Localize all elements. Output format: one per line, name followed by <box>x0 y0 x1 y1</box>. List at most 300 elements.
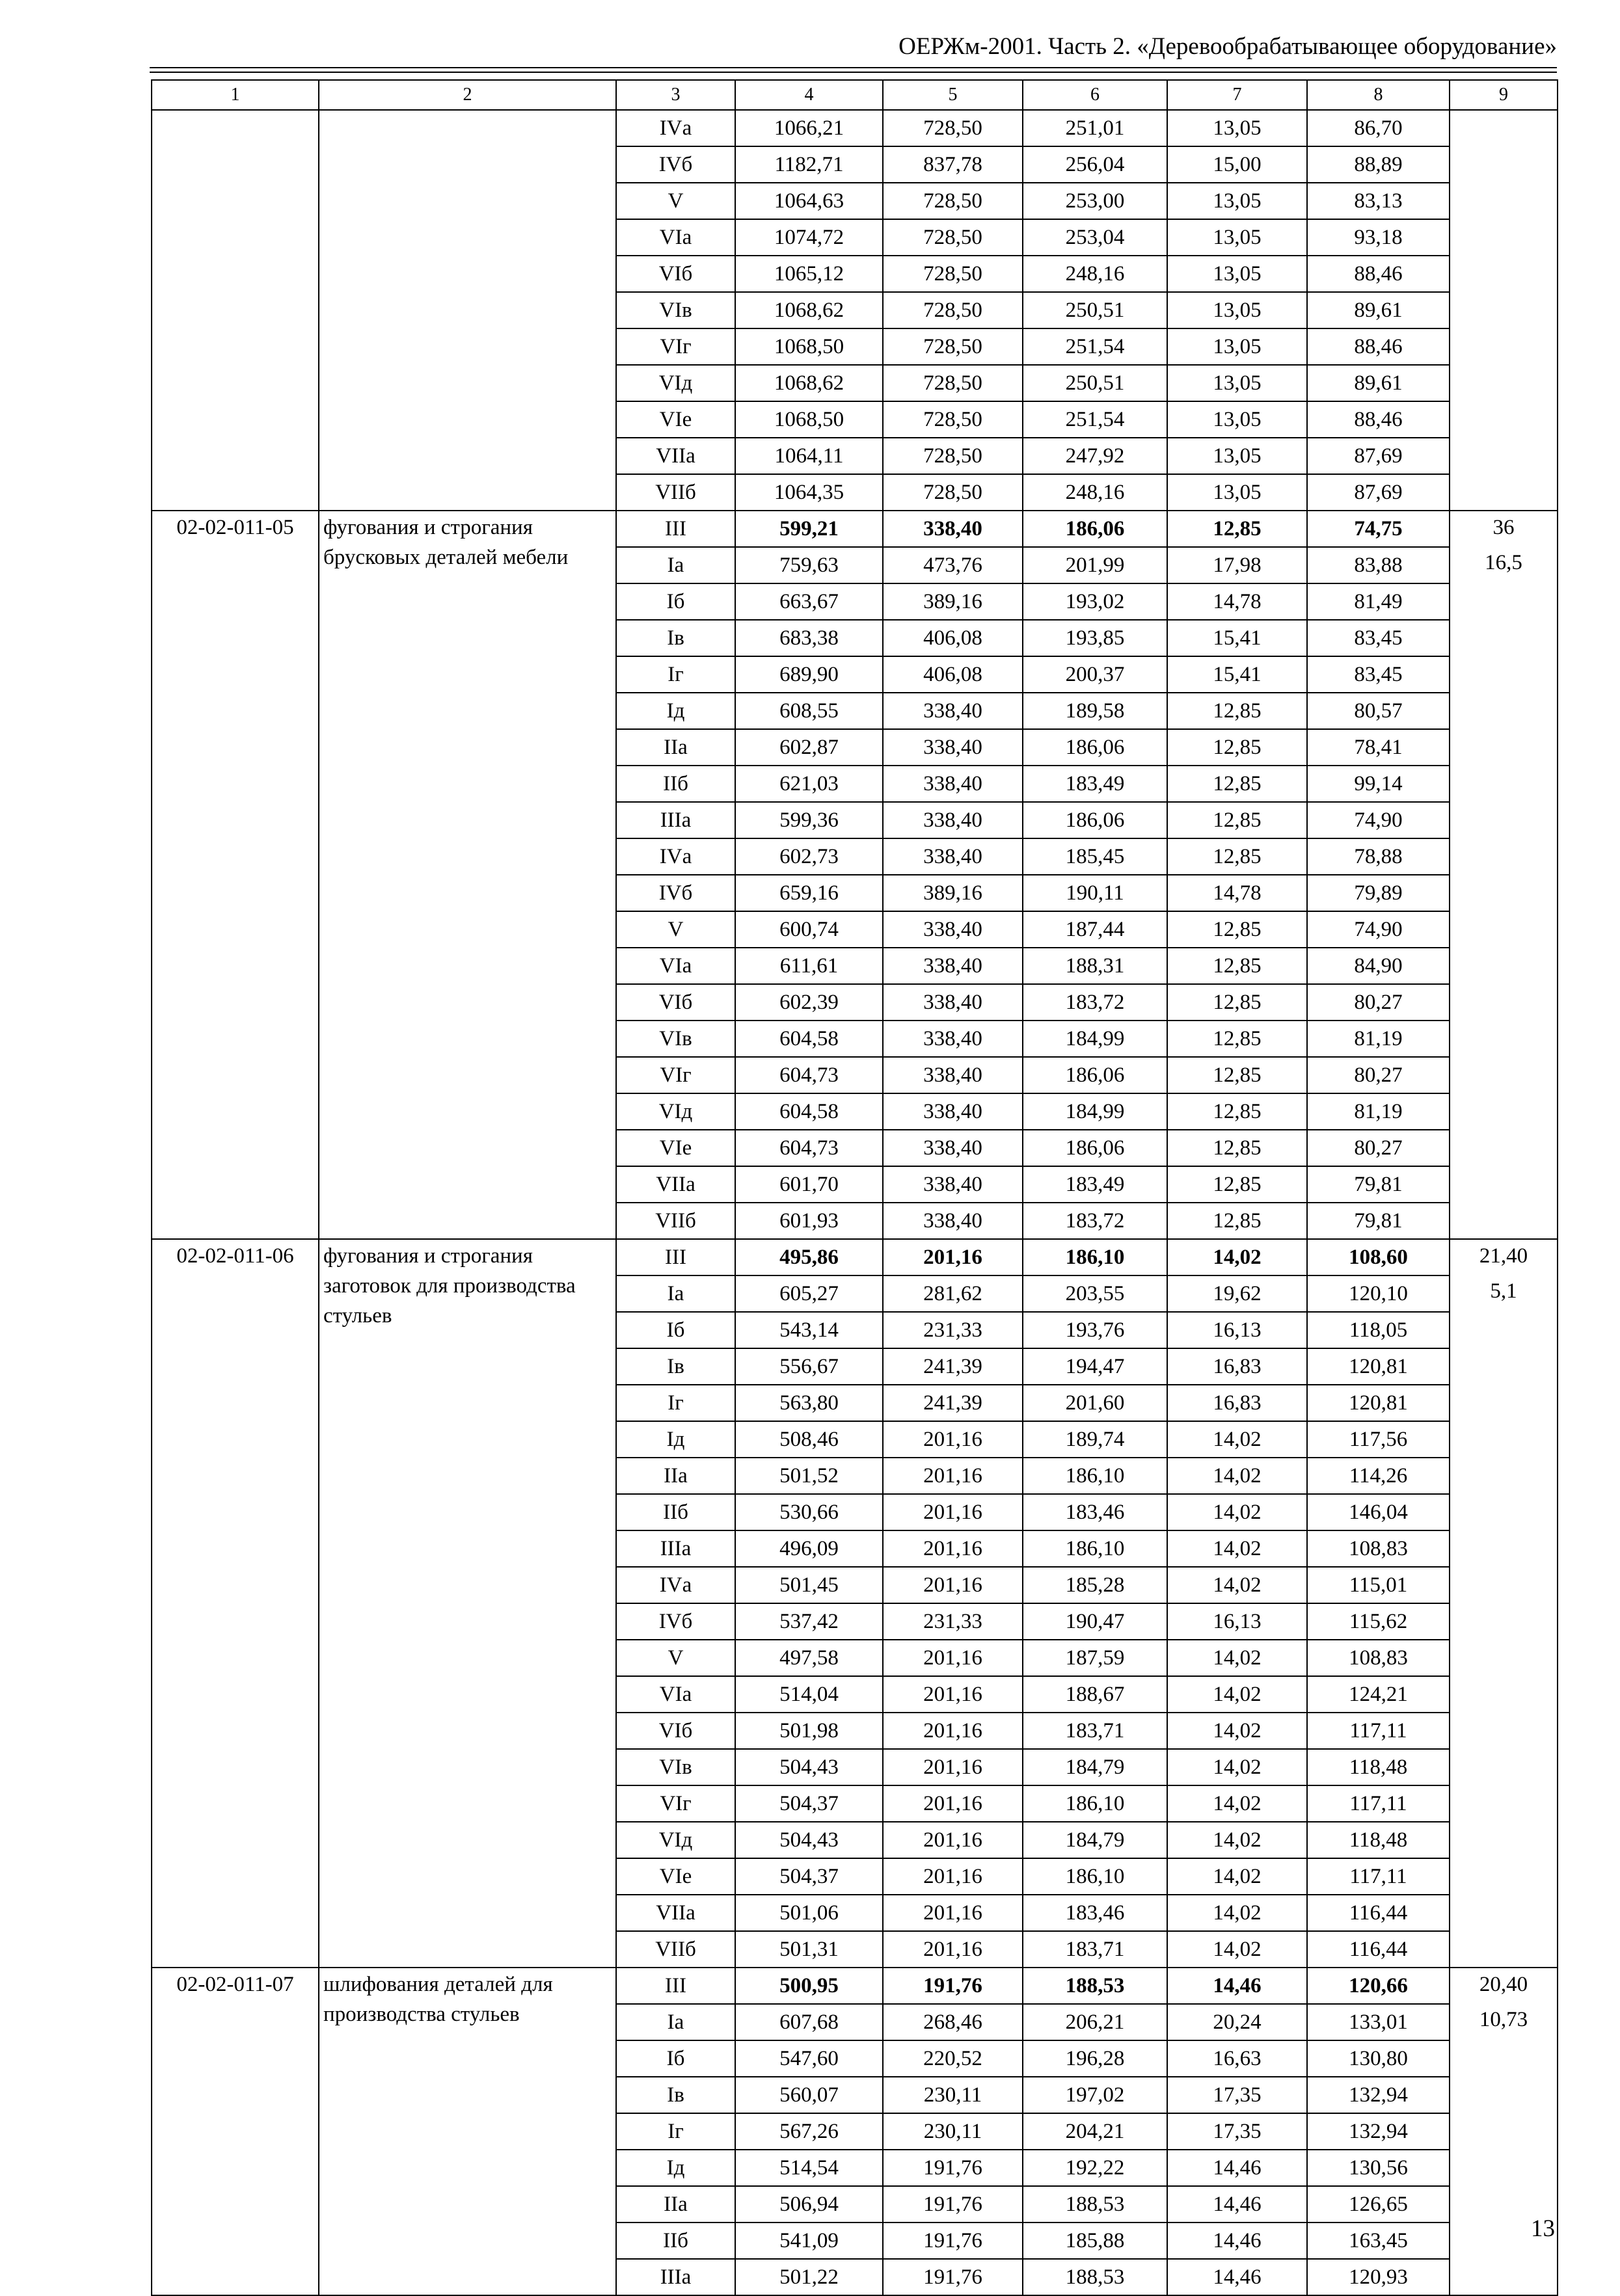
value-cell: 120,93 <box>1307 2259 1450 2295</box>
value-cell: 108,60 <box>1307 1239 1450 1275</box>
value-cell: 126,65 <box>1307 2186 1450 2223</box>
value-cell: 81,49 <box>1307 583 1450 620</box>
value-cell: 14,02 <box>1167 1713 1307 1749</box>
value-cell: 183,49 <box>1023 1166 1167 1203</box>
value-cell: 185,88 <box>1023 2223 1167 2259</box>
extra-values-cell <box>1450 511 1558 1239</box>
value-cell: 14,02 <box>1167 1676 1307 1713</box>
value-cell: 604,73 <box>735 1057 883 1093</box>
value-cell: 79,81 <box>1307 1203 1450 1239</box>
value-cell: 184,79 <box>1023 1822 1167 1858</box>
value-cell: 132,94 <box>1307 2077 1450 2113</box>
value-cell: 133,01 <box>1307 2004 1450 2040</box>
value-cell: 201,16 <box>883 1785 1023 1822</box>
value-cell: 601,70 <box>735 1166 883 1203</box>
value-cell: 268,46 <box>883 2004 1023 2040</box>
value-cell: 201,16 <box>883 1676 1023 1713</box>
value-cell: 88,46 <box>1307 256 1450 292</box>
value-cell: 501,45 <box>735 1567 883 1603</box>
value-cell: 728,50 <box>883 219 1023 256</box>
value-cell: 114,26 <box>1307 1458 1450 1494</box>
zone-cell: IIб <box>616 1494 735 1530</box>
value-cell: 13,05 <box>1167 365 1307 401</box>
value-cell: 12,85 <box>1167 1021 1307 1057</box>
value-cell: 514,04 <box>735 1676 883 1713</box>
value-cell: 506,94 <box>735 2186 883 2223</box>
value-cell: 118,48 <box>1307 1749 1450 1785</box>
column-number: 1 <box>152 80 319 110</box>
value-cell: 501,22 <box>735 2259 883 2295</box>
value-cell: 120,81 <box>1307 1385 1450 1421</box>
zone-cell: IIа <box>616 1458 735 1494</box>
zone-cell: III <box>616 511 735 547</box>
value-cell: 14,46 <box>1167 2223 1307 2259</box>
value-cell: 186,06 <box>1023 802 1167 838</box>
value-cell: 728,50 <box>883 256 1023 292</box>
value-cell: 187,59 <box>1023 1640 1167 1676</box>
value-cell: 12,85 <box>1167 1203 1307 1239</box>
resource-description <box>319 110 616 511</box>
price-table <box>151 79 1558 2296</box>
column-number: 5 <box>883 80 1023 110</box>
table-row <box>152 110 1558 146</box>
value-cell: 184,99 <box>1023 1093 1167 1130</box>
value-cell: 193,85 <box>1023 620 1167 656</box>
value-cell: 201,99 <box>1023 547 1167 583</box>
zone-cell: VIIб <box>616 474 735 511</box>
value-cell: 201,16 <box>883 1858 1023 1895</box>
extra-values-cell <box>1450 1239 1558 1968</box>
zone-cell: IVа <box>616 1567 735 1603</box>
value-cell: 146,04 <box>1307 1494 1450 1530</box>
value-cell: 183,71 <box>1023 1931 1167 1968</box>
zone-cell: VIб <box>616 984 735 1021</box>
value-cell: 12,85 <box>1167 511 1307 547</box>
value-cell: 13,05 <box>1167 328 1307 365</box>
value-cell: 14,02 <box>1167 1785 1307 1822</box>
value-cell: 188,53 <box>1023 2259 1167 2295</box>
value-cell: 338,40 <box>883 1203 1023 1239</box>
value-cell: 117,11 <box>1307 1858 1450 1895</box>
zone-cell: IIб <box>616 2223 735 2259</box>
value-cell: 338,40 <box>883 1166 1023 1203</box>
value-cell: 501,98 <box>735 1713 883 1749</box>
value-cell: 1068,50 <box>735 401 883 438</box>
zone-cell: Iд <box>616 693 735 729</box>
value-cell: 186,06 <box>1023 729 1167 766</box>
value-cell: 17,35 <box>1167 2113 1307 2150</box>
value-cell: 186,06 <box>1023 1130 1167 1166</box>
value-cell: 81,19 <box>1307 1021 1450 1057</box>
zone-cell: Iг <box>616 1385 735 1421</box>
value-cell: 197,02 <box>1023 2077 1167 2113</box>
value-cell: 186,06 <box>1023 1057 1167 1093</box>
value-cell: 201,16 <box>883 1458 1023 1494</box>
zone-cell: IIIа <box>616 2259 735 2295</box>
value-cell: 201,16 <box>883 1421 1023 1458</box>
value-cell: 759,63 <box>735 547 883 583</box>
value-cell: 117,11 <box>1307 1713 1450 1749</box>
value-cell: 1068,62 <box>735 365 883 401</box>
value-cell: 19,62 <box>1167 1275 1307 1312</box>
value-cell: 250,51 <box>1023 292 1167 328</box>
value-cell: 116,44 <box>1307 1895 1450 1931</box>
value-cell: 189,58 <box>1023 693 1167 729</box>
value-cell: 186,10 <box>1023 1530 1167 1567</box>
value-cell: 497,58 <box>735 1640 883 1676</box>
value-cell: 196,28 <box>1023 2040 1167 2077</box>
value-cell: 15,41 <box>1167 620 1307 656</box>
zone-cell: VIг <box>616 328 735 365</box>
value-cell: 89,61 <box>1307 365 1450 401</box>
value-cell: 728,50 <box>883 401 1023 438</box>
value-cell: 13,05 <box>1167 292 1307 328</box>
value-cell: 186,10 <box>1023 1458 1167 1494</box>
value-cell: 621,03 <box>735 766 883 802</box>
value-cell: 338,40 <box>883 1021 1023 1057</box>
value-cell: 200,37 <box>1023 656 1167 693</box>
value-cell: 13,05 <box>1167 219 1307 256</box>
value-cell: 132,94 <box>1307 2113 1450 2150</box>
value-cell: 508,46 <box>735 1421 883 1458</box>
value-cell: 80,27 <box>1307 984 1450 1021</box>
value-cell: 220,52 <box>883 2040 1023 2077</box>
value-cell: 537,42 <box>735 1603 883 1640</box>
value-cell: 1066,21 <box>735 110 883 146</box>
value-cell: 83,88 <box>1307 547 1450 583</box>
zone-cell: IVа <box>616 838 735 875</box>
value-cell: 83,13 <box>1307 183 1450 219</box>
zone-cell: Iб <box>616 583 735 620</box>
zone-cell: VIб <box>616 1713 735 1749</box>
value-cell: 201,16 <box>883 1895 1023 1931</box>
value-cell: 14,02 <box>1167 1567 1307 1603</box>
value-cell: 78,88 <box>1307 838 1450 875</box>
value-cell: 201,16 <box>883 1640 1023 1676</box>
zone-cell: VIе <box>616 1130 735 1166</box>
header-rule <box>150 67 1557 68</box>
value-cell: 183,46 <box>1023 1494 1167 1530</box>
value-cell: 74,90 <box>1307 911 1450 948</box>
value-cell: 188,67 <box>1023 1676 1167 1713</box>
value-cell: 118,05 <box>1307 1312 1450 1348</box>
value-cell: 120,10 <box>1307 1275 1450 1312</box>
value-cell: 108,83 <box>1307 1640 1450 1676</box>
value-cell: 14,02 <box>1167 1494 1307 1530</box>
value-cell: 253,00 <box>1023 183 1167 219</box>
value-cell: 602,87 <box>735 729 883 766</box>
value-cell: 201,16 <box>883 1713 1023 1749</box>
value-cell: 194,47 <box>1023 1348 1167 1385</box>
value-cell: 338,40 <box>883 1057 1023 1093</box>
value-cell: 600,74 <box>735 911 883 948</box>
value-cell: 338,40 <box>883 948 1023 984</box>
zone-cell: VIд <box>616 365 735 401</box>
value-cell: 837,78 <box>883 146 1023 183</box>
value-cell: 183,46 <box>1023 1895 1167 1931</box>
value-cell: 338,40 <box>883 693 1023 729</box>
resource-code: 02-02-011-07 <box>152 1968 319 2295</box>
value-cell: 389,16 <box>883 583 1023 620</box>
value-cell: 338,40 <box>883 802 1023 838</box>
value-cell: 496,09 <box>735 1530 883 1567</box>
value-cell: 115,01 <box>1307 1567 1450 1603</box>
zone-cell: IVб <box>616 146 735 183</box>
value-cell: 338,40 <box>883 729 1023 766</box>
value-cell: 124,21 <box>1307 1676 1450 1713</box>
value-cell: 183,49 <box>1023 766 1167 802</box>
value-cell: 13,05 <box>1167 474 1307 511</box>
value-cell: 338,40 <box>883 911 1023 948</box>
value-cell: 514,54 <box>735 2150 883 2186</box>
value-cell: 389,16 <box>883 875 1023 911</box>
value-cell: 16,63 <box>1167 2040 1307 2077</box>
zone-cell: Iа <box>616 1275 735 1312</box>
value-cell: 93,18 <box>1307 219 1450 256</box>
value-cell: 190,47 <box>1023 1603 1167 1640</box>
value-cell: 12,85 <box>1167 766 1307 802</box>
value-cell: 251,54 <box>1023 401 1167 438</box>
value-cell: 191,76 <box>883 2186 1023 2223</box>
value-cell: 611,61 <box>735 948 883 984</box>
zone-cell: VIв <box>616 292 735 328</box>
price-table-body <box>152 80 1558 2295</box>
value-cell: 201,16 <box>883 1239 1023 1275</box>
value-cell: 12,85 <box>1167 984 1307 1021</box>
value-cell: 504,43 <box>735 1822 883 1858</box>
extra-value: 20,40 <box>1479 1973 1528 1996</box>
zone-cell: V <box>616 911 735 948</box>
value-cell: 14,02 <box>1167 1640 1307 1676</box>
page-header-title: ОЕРЖм-2001. Часть 2. «Деревообрабатывающее оборудование» <box>898 33 1557 60</box>
value-cell: 188,53 <box>1023 1968 1167 2004</box>
value-cell: 728,50 <box>883 365 1023 401</box>
value-cell: 186,06 <box>1023 511 1167 547</box>
value-cell: 683,38 <box>735 620 883 656</box>
value-cell: 601,93 <box>735 1203 883 1239</box>
value-cell: 185,28 <box>1023 1567 1167 1603</box>
value-cell: 187,44 <box>1023 911 1167 948</box>
value-cell: 659,16 <box>735 875 883 911</box>
value-cell: 191,76 <box>883 2223 1023 2259</box>
value-cell: 1182,71 <box>735 146 883 183</box>
value-cell: 87,69 <box>1307 438 1450 474</box>
value-cell: 81,19 <box>1307 1093 1450 1130</box>
value-cell: 281,62 <box>883 1275 1023 1312</box>
value-cell: 86,70 <box>1307 110 1450 146</box>
value-cell: 338,40 <box>883 766 1023 802</box>
value-cell: 191,76 <box>883 2259 1023 2295</box>
zone-cell: VIг <box>616 1057 735 1093</box>
zone-cell: VIIб <box>616 1931 735 1968</box>
value-cell: 599,21 <box>735 511 883 547</box>
resource-description: фугования и строгания заготовок для производства стульев <box>319 1239 616 1968</box>
value-cell: 87,69 <box>1307 474 1450 511</box>
value-cell: 89,61 <box>1307 292 1450 328</box>
value-cell: 231,33 <box>883 1603 1023 1640</box>
value-cell: 14,46 <box>1167 2150 1307 2186</box>
column-number: 8 <box>1307 80 1450 110</box>
value-cell: 16,13 <box>1167 1312 1307 1348</box>
value-cell: 689,90 <box>735 656 883 693</box>
value-cell: 504,43 <box>735 1749 883 1785</box>
value-cell: 186,10 <box>1023 1785 1167 1822</box>
extra-value: 36 <box>1492 516 1515 539</box>
value-cell: 184,79 <box>1023 1749 1167 1785</box>
value-cell: 14,02 <box>1167 1421 1307 1458</box>
zone-cell: VIа <box>616 1676 735 1713</box>
zone-cell: IVб <box>616 1603 735 1640</box>
value-cell: 84,90 <box>1307 948 1450 984</box>
value-cell: 241,39 <box>883 1385 1023 1421</box>
column-number: 2 <box>319 80 616 110</box>
value-cell: 80,57 <box>1307 693 1450 729</box>
zone-cell: IVб <box>616 875 735 911</box>
value-cell: 14,02 <box>1167 1749 1307 1785</box>
value-cell: 728,50 <box>883 328 1023 365</box>
value-cell: 473,76 <box>883 547 1023 583</box>
value-cell: 201,16 <box>883 1530 1023 1567</box>
value-cell: 501,31 <box>735 1931 883 1968</box>
value-cell: 193,76 <box>1023 1312 1167 1348</box>
value-cell: 567,26 <box>735 2113 883 2150</box>
zone-cell: IIIа <box>616 802 735 838</box>
value-cell: 230,11 <box>883 2077 1023 2113</box>
resource-code: 02-02-011-06 <box>152 1239 319 1968</box>
value-cell: 338,40 <box>883 511 1023 547</box>
value-cell: 192,22 <box>1023 2150 1167 2186</box>
value-cell: 605,27 <box>735 1275 883 1312</box>
value-cell: 1068,62 <box>735 292 883 328</box>
value-cell: 99,14 <box>1307 766 1450 802</box>
value-cell: 80,27 <box>1307 1057 1450 1093</box>
extra-values-cell <box>1450 1968 1558 2295</box>
zone-cell: IVа <box>616 110 735 146</box>
value-cell: 117,11 <box>1307 1785 1450 1822</box>
value-cell: 120,66 <box>1307 1968 1450 2004</box>
column-number: 9 <box>1450 80 1558 110</box>
zone-cell: Iа <box>616 2004 735 2040</box>
value-cell: 191,76 <box>883 2150 1023 2186</box>
value-cell: 14,02 <box>1167 1530 1307 1567</box>
value-cell: 186,10 <box>1023 1858 1167 1895</box>
zone-cell: V <box>616 183 735 219</box>
value-cell: 183,71 <box>1023 1713 1167 1749</box>
value-cell: 14,02 <box>1167 1858 1307 1895</box>
column-number: 4 <box>735 80 883 110</box>
value-cell: 203,55 <box>1023 1275 1167 1312</box>
value-cell: 117,56 <box>1307 1421 1450 1458</box>
value-cell: 12,85 <box>1167 838 1307 875</box>
value-cell: 16,13 <box>1167 1603 1307 1640</box>
value-cell: 253,04 <box>1023 219 1167 256</box>
value-cell: 88,89 <box>1307 146 1450 183</box>
value-cell: 251,54 <box>1023 328 1167 365</box>
extra-value: 16,5 <box>1485 551 1522 574</box>
extra-value: 21,40 <box>1479 1244 1528 1268</box>
value-cell: 201,16 <box>883 1931 1023 1968</box>
value-cell: 541,09 <box>735 2223 883 2259</box>
zone-cell: VIв <box>616 1021 735 1057</box>
value-cell: 14,78 <box>1167 583 1307 620</box>
value-cell: 188,31 <box>1023 948 1167 984</box>
value-cell: 338,40 <box>883 984 1023 1021</box>
value-cell: 17,98 <box>1167 547 1307 583</box>
value-cell: 74,90 <box>1307 802 1450 838</box>
zone-cell: IIб <box>616 766 735 802</box>
zone-cell: VIIа <box>616 438 735 474</box>
value-cell: 728,50 <box>883 292 1023 328</box>
value-cell: 1074,72 <box>735 219 883 256</box>
value-cell: 604,58 <box>735 1021 883 1057</box>
zone-cell: VIIа <box>616 1895 735 1931</box>
column-number: 3 <box>616 80 735 110</box>
zone-cell: Iд <box>616 1421 735 1458</box>
value-cell: 185,45 <box>1023 838 1167 875</box>
value-cell: 248,16 <box>1023 256 1167 292</box>
zone-cell: VIIб <box>616 1203 735 1239</box>
value-cell: 501,52 <box>735 1458 883 1494</box>
table-row <box>152 1968 1558 2004</box>
value-cell: 80,27 <box>1307 1130 1450 1166</box>
value-cell: 204,21 <box>1023 2113 1167 2150</box>
value-cell: 338,40 <box>883 1093 1023 1130</box>
extra-value: 5,1 <box>1490 1279 1517 1303</box>
value-cell: 79,89 <box>1307 875 1450 911</box>
value-cell: 193,02 <box>1023 583 1167 620</box>
zone-cell: VIа <box>616 219 735 256</box>
value-cell: 79,81 <box>1307 1166 1450 1203</box>
value-cell: 231,33 <box>883 1312 1023 1348</box>
value-cell: 191,76 <box>883 1968 1023 2004</box>
value-cell: 599,36 <box>735 802 883 838</box>
zone-cell: VIе <box>616 401 735 438</box>
value-cell: 201,16 <box>883 1822 1023 1858</box>
value-cell: 406,08 <box>883 656 1023 693</box>
value-cell: 1065,12 <box>735 256 883 292</box>
zone-cell: Iв <box>616 2077 735 2113</box>
value-cell: 247,92 <box>1023 438 1167 474</box>
value-cell: 241,39 <box>883 1348 1023 1385</box>
value-cell: 602,39 <box>735 984 883 1021</box>
value-cell: 116,44 <box>1307 1931 1450 1968</box>
value-cell: 607,68 <box>735 2004 883 2040</box>
zone-cell: V <box>616 1640 735 1676</box>
value-cell: 14,46 <box>1167 2186 1307 2223</box>
value-cell: 83,45 <box>1307 620 1450 656</box>
extra-value: 10,73 <box>1479 2008 1528 2031</box>
value-cell: 201,16 <box>883 1567 1023 1603</box>
value-cell: 14,46 <box>1167 1968 1307 2004</box>
value-cell: 1064,63 <box>735 183 883 219</box>
value-cell: 248,16 <box>1023 474 1167 511</box>
value-cell: 189,74 <box>1023 1421 1167 1458</box>
value-cell: 406,08 <box>883 620 1023 656</box>
value-cell: 120,81 <box>1307 1348 1450 1385</box>
value-cell: 230,11 <box>883 2113 1023 2150</box>
value-cell: 1064,11 <box>735 438 883 474</box>
header-rule-secondary <box>150 72 1557 73</box>
zone-cell: Iб <box>616 1312 735 1348</box>
value-cell: 12,85 <box>1167 1093 1307 1130</box>
value-cell: 20,24 <box>1167 2004 1307 2040</box>
value-cell: 608,55 <box>735 693 883 729</box>
value-cell: 500,95 <box>735 1968 883 2004</box>
column-number: 6 <box>1023 80 1167 110</box>
value-cell: 1064,35 <box>735 474 883 511</box>
zone-cell: VIв <box>616 1749 735 1785</box>
value-cell: 88,46 <box>1307 401 1450 438</box>
